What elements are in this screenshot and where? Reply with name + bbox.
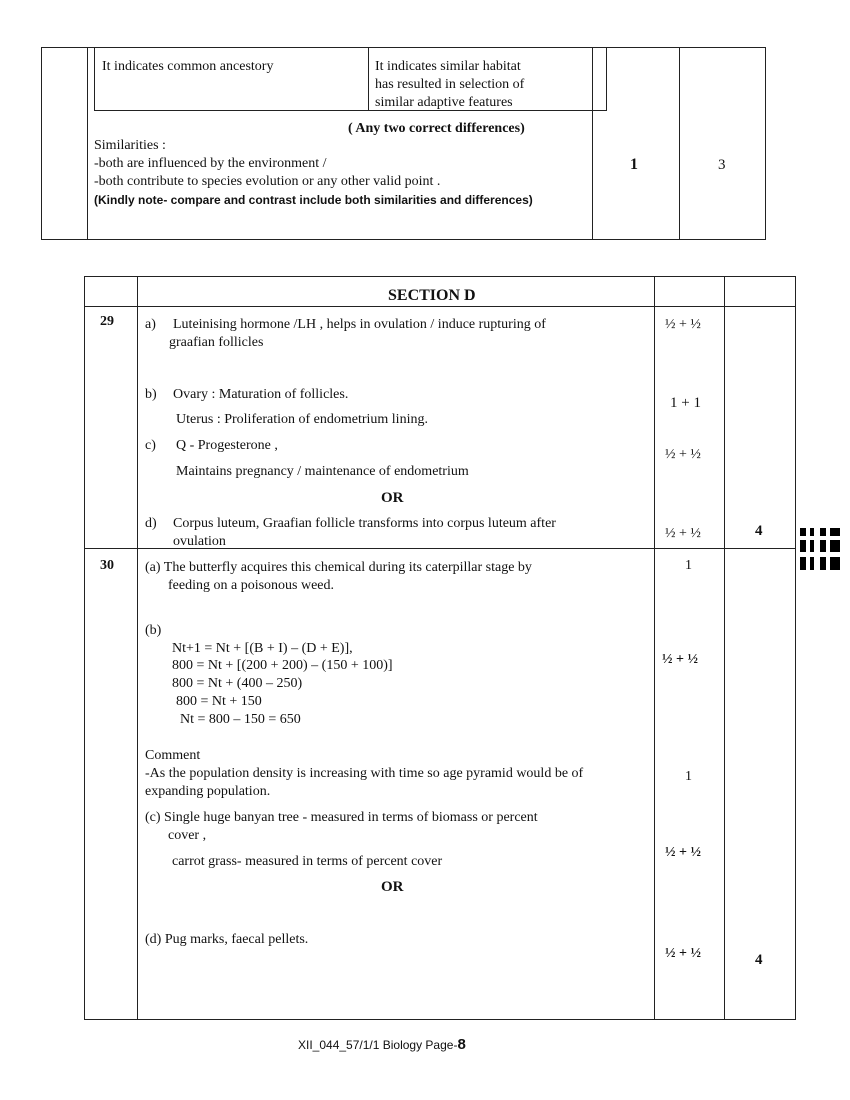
q30-d-line: (d) Pug marks, faecal pellets. — [145, 932, 309, 947]
page-footer — [298, 1036, 466, 1054]
q30-number: 30 — [100, 558, 114, 573]
q30-or: OR — [381, 879, 404, 895]
q30-c-marks: ½ + ½ — [665, 845, 701, 860]
section-title: SECTION D — [388, 287, 476, 304]
q29-b-line1: Ovary : Maturation of follicles. — [173, 387, 349, 402]
q29-c-line2: Maintains pregnancy / maintenance of endometrium — [176, 464, 469, 479]
q29-b-label: b) — [145, 387, 157, 402]
q30-d-marks: ½ + ½ — [665, 946, 701, 961]
inner-right-line-1: It indicates similar habitat — [375, 59, 521, 74]
q29-number: 29 — [100, 314, 114, 329]
q29-b-line2: Uterus : Proliferation of endometrium lining. — [176, 412, 428, 427]
any-two-note: ( Any two correct differences) — [348, 121, 525, 136]
inner-right-line-3: similar adaptive features — [375, 95, 513, 110]
inner-right-line-2: has resulted in selection of — [375, 77, 525, 92]
kindly-note: (Kindly note- compare and contrast include both similarities and differences) — [94, 193, 533, 207]
qr-code-icon — [800, 528, 840, 570]
q30-comment-line2: expanding population. — [145, 784, 271, 799]
q29-c-label: c) — [145, 438, 156, 453]
inner-left-text: It indicates common ancestory — [102, 59, 274, 74]
q29-d-marks: ½ + ½ — [665, 526, 701, 541]
q30-c-line3: carrot grass- measured in terms of percent cover — [172, 854, 443, 869]
q29-a-line2: graafian follicles — [169, 335, 264, 350]
q30-comment-title: Comment — [145, 748, 201, 763]
similarity-2: -both contribute to species evolution or any other valid point . — [94, 174, 441, 189]
footer-page-number: 8 — [457, 1036, 466, 1053]
q30-eq1: Nt+1 = Nt + [(B + I) – (D + E)], — [172, 641, 353, 656]
similarities-title: Similarities : — [94, 138, 166, 153]
q30-eq3: 800 = Nt + (400 – 250) — [172, 676, 303, 691]
q29-c-marks: ½ + ½ — [665, 447, 701, 462]
q30-total: 4 — [755, 952, 763, 968]
q29-a-label: a) — [145, 317, 156, 332]
q30-eq2: 800 = Nt + [(200 + 200) – (150 + 100)] — [172, 658, 393, 673]
q30-eq4: 800 = Nt + 150 — [176, 694, 262, 709]
q29-b-marks: 1 + 1 — [670, 395, 701, 411]
top-marks: 1 — [630, 156, 638, 173]
q30-a-line2: feeding on a poisonous weed. — [168, 578, 335, 593]
q29-a-marks: ½ + ½ — [665, 317, 701, 332]
q29-a-line1: Luteinising hormone /LH , helps in ovulation / induce rupturing of — [173, 317, 546, 332]
q30-b-marks: ½ + ½ — [662, 652, 698, 667]
q30-b-label: (b) — [145, 623, 162, 638]
q29-d-label: d) — [145, 516, 157, 531]
footer-code: XII_044_57/1/1 Biology Page- — [298, 1038, 458, 1052]
q30-comment-line1: -As the population density is increasing with time so age pyramid would be of — [145, 766, 584, 781]
q30-a-line1: (a) The butterfly acquires this chemical during its caterpillar stage by — [145, 560, 532, 575]
q29-or: OR — [381, 490, 404, 506]
q30-c-line1: (c) Single huge banyan tree - measured in terms of biomass or percent — [145, 810, 538, 825]
q30-comment-marks: 1 — [685, 769, 692, 784]
q30-c-line2: cover , — [168, 828, 207, 843]
q29-d-line1: Corpus luteum, Graafian follicle transforms into corpus luteum after — [173, 516, 556, 531]
q29-total: 4 — [755, 523, 763, 539]
q29-c-line1: Q - Progesterone , — [176, 438, 278, 453]
similarity-1: -both are influenced by the environment / — [94, 156, 327, 171]
q30-a-marks: 1 — [685, 558, 692, 573]
top-total: 3 — [718, 157, 726, 173]
q29-d-line2: ovulation — [173, 534, 226, 549]
q30-eq5: Nt = 800 – 150 = 650 — [180, 712, 301, 727]
